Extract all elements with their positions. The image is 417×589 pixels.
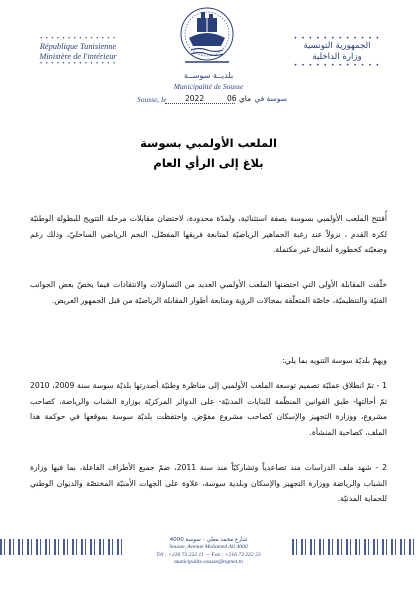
paragraph-4: 1 - تمّ انطلاق عمليّة تصميم توسعة الملعب الأولمبي إلى مناظرة وطنيّة أصدرتها بلديّة سوسة سنة 2009، 2010 ثمّ أحالتها- طبق القوانين المنظّمة للبنايات المدنيّة- على الدوائر المركزيّة بوزارة الشباب والرياضة، كصاحب مشروع، ووزارة التجهيز والإسكان كصاحب مشروع مفوّض. واحتفظت بلديّة سوسة بموقعها في حوكمة هذا الملف، كصاحبة المنشأة. <box>30 381 387 437</box>
header-ministry-fr: Ministère de l'intérieur <box>39 52 117 61</box>
decorative-dots: • • • • • • • • • • • • <box>293 62 381 69</box>
dateline-label-fr: Sousse, le <box>137 95 167 104</box>
footer-address-fr: Sousse, Avenue Mohamed Ali 4000 <box>169 544 248 551</box>
decorative-dots: • • • • • • • • • • • • • • <box>40 61 116 67</box>
footer-pattern-right <box>292 539 417 555</box>
header-ministry-ar: وزارة الداخلية <box>312 52 362 62</box>
dateline-rule <box>165 103 235 104</box>
dateline-year: 2022 <box>185 94 205 103</box>
footer-pattern-left <box>0 539 125 555</box>
footer-email[interactable]: municipalite.sousse@topnet.tn <box>174 558 243 565</box>
paragraph-5: 2 - شهد ملف الدراسات منذ تصاعدياً وتشاركيّاً منذ سنة 2011، ضمّ جميع الأطراف الفاعلة، بما فيها وزارة الشباب والرياضة ووزارة التجهيز والإسكان وبلدية سوسة، علاوة على الجهات الأمنيّة المختصّة والديوان الوطني للحماية المدنيّة. <box>30 463 387 504</box>
header-republic-fr: République Tunisienne <box>39 42 117 51</box>
document-title: الملعب الأولمبي بسوسة <box>140 136 277 150</box>
dateline-day: 06 ماي <box>227 94 252 103</box>
decorative-dots: • • • • • • • • • • • • <box>293 35 381 42</box>
dateline-label-ar: سوسة في <box>254 94 287 103</box>
sousse-municipality-emblem-icon <box>175 4 239 70</box>
footer-phone: Tél : +216 73 222 11 — Fax : +216 73 222 23 <box>156 551 261 558</box>
header-left-block <box>18 37 138 67</box>
municipality-name-ar: بلديــة سوســة <box>183 71 234 80</box>
dateline <box>137 94 287 106</box>
municipality-name-fr: Municipalité de Sousse <box>173 82 244 91</box>
paragraph-3: ويهمّ بلديّة سوسة التنويه بما يلي: <box>282 356 387 365</box>
footer-address <box>128 537 289 566</box>
document-subtitle: بلاغ إلى الرأي العام <box>153 156 264 170</box>
header-republic-ar: الجمهورية التونسية <box>303 41 371 51</box>
footer-address-ar: شارع محمد معلي - سوسة 4000 <box>169 537 248 543</box>
decorative-dots: • • • • • • • • • • • • • • <box>40 36 116 42</box>
paragraph-2: خلّفت المقابلة الأولى التي احتضنها الملعب الأولمبي العديد من التساؤلات والانتقادات فيما يخصّ بعض الجوانب الفنيّة والتنظيميّة، خاصّة المتعلّقة بمجالات الرؤية ومتابعة أطوار المقابلة الرياضيّة من قبل الجمهور العريض. <box>30 280 387 305</box>
paragraph-1: أُفتتح الملعب الأولمبي بسوسة بصفة استثنائية، ولمدّة محدودة، لاحتضان مقابلات مرحلة التتويج للبطولة الوطنيّة لكرة القدم ، نزولاً عند رغبة الجماهير الرياضيّة لمتابعة فريقها المفضّل، النجم الرياضي الساحليّ، وذلك رغم وضعيّته كخطورة أشغال غير مكتملة. <box>30 214 387 255</box>
header-right-block <box>287 36 387 68</box>
